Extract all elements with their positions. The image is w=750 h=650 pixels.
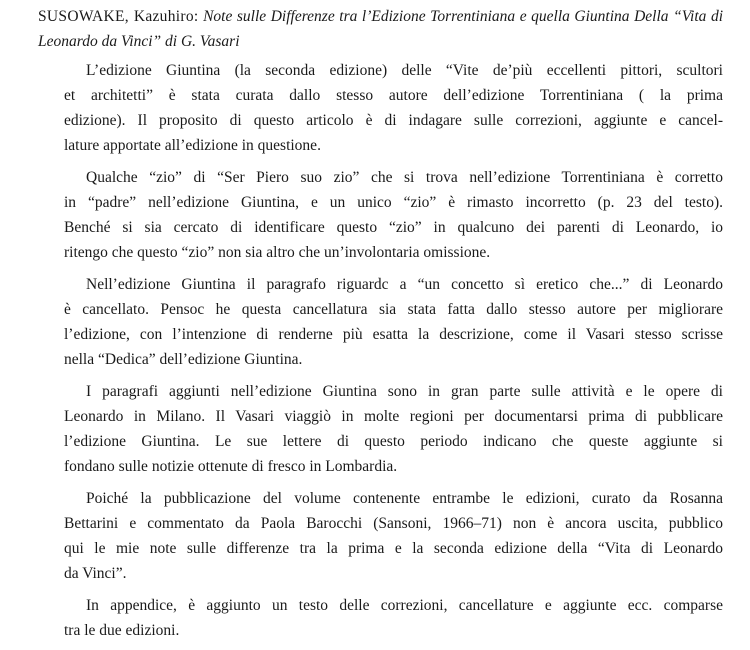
text-line: qui le mie note sulle differenze tra la prima e la seconda edizione della “Vita di Leonardo (64, 540, 723, 557)
text-line: l’edizione, con l’intenzione di renderne più esatta la descrizione, come il Vasari stesso scrisse (64, 326, 723, 343)
text-line: I paragrafi aggiunti nell’edizione Giuntina sono in gran parte sulle attività e le opere di (86, 383, 723, 400)
paragraph-1 (38, 58, 723, 158)
paragraph-6 (38, 593, 723, 643)
paragraph-2 (38, 165, 723, 265)
text-line: Nell’edizione Giuntina il paragrafo riguardc a “un concetto sì eretico che...” di Leonardo (86, 276, 723, 293)
text-line: In appendice, è aggiunto un testo delle correzioni, cancellature e aggiunte ecc. comparse (86, 597, 723, 614)
text-line: et architetti” è stata curata dallo stesso autore dell’edizione Torrentiniana ( la prima (64, 87, 723, 104)
text-line: Qualche “zio” di “Ser Piero suo zio” che si trova nell’edizione Torrentiniana è corretto (86, 169, 723, 186)
text-line: edizione). Il proposito di questo articolo è di indagare sulle correzioni, aggiunte e cancel- (64, 112, 723, 129)
text-line: Leonardo in Milano. Il Vasari viaggiò in molte regioni per documentarsi prima di pubblicare (64, 408, 723, 425)
text-line: ritengo che questo “zio” non sia altro che un’involontaria omissione. (64, 244, 491, 261)
text-line: Bettarini e commentato da Paola Barocchi (Sansoni, 1966–71) non è ancora uscita, pubblico (64, 515, 723, 532)
text-line: Poiché la pubblicazione del volume contenente entrambe le edizioni, curato da Rosanna (86, 490, 723, 507)
text-line: tra le due edizioni. (64, 622, 180, 639)
document-page (38, 4, 723, 650)
text-line: l’edizione Giuntina. Le sue lettere di questo periodo indicano che queste aggiunte si (64, 433, 723, 450)
text-line: nella “Dedica” dell’edizione Giuntina. (64, 351, 303, 368)
text-line: lature apportate all’edizione in questione. (64, 137, 321, 154)
text-line: Benché si sia cercato di identificare questo “zio” in qualcuno dei parenti di Leonardo, io (64, 219, 723, 236)
paragraph-5 (38, 486, 723, 586)
paragraph-4 (38, 379, 723, 479)
article-title: Note sulle Differenze tra l’Edizione Torrentiniana e quella Giuntina Della “Vita di Leonardo da Vinci” di G. Vasari (38, 8, 723, 50)
paragraph-3 (38, 272, 723, 372)
article-header (38, 4, 723, 54)
text-line: in “padre” nell’edizione Giuntina, e un unico “zio” è rimasto incorretto (p. 23 del testo). (64, 194, 723, 211)
text-line: L’edizione Giuntina (la seconda edizione) delle “Vite de’più eccellenti pittori, scultori (86, 62, 723, 79)
text-line: è cancellato. Pensoc he questa cancellatura sia stata fatta dallo stesso autore per migliorare (64, 301, 723, 318)
author-name: SUSOWAKE, Kazuhiro: (38, 8, 199, 25)
text-line: da Vinci”. (64, 565, 127, 582)
text-line: fondano sulle notizie ottenute di fresco in Lombardia. (64, 458, 398, 475)
